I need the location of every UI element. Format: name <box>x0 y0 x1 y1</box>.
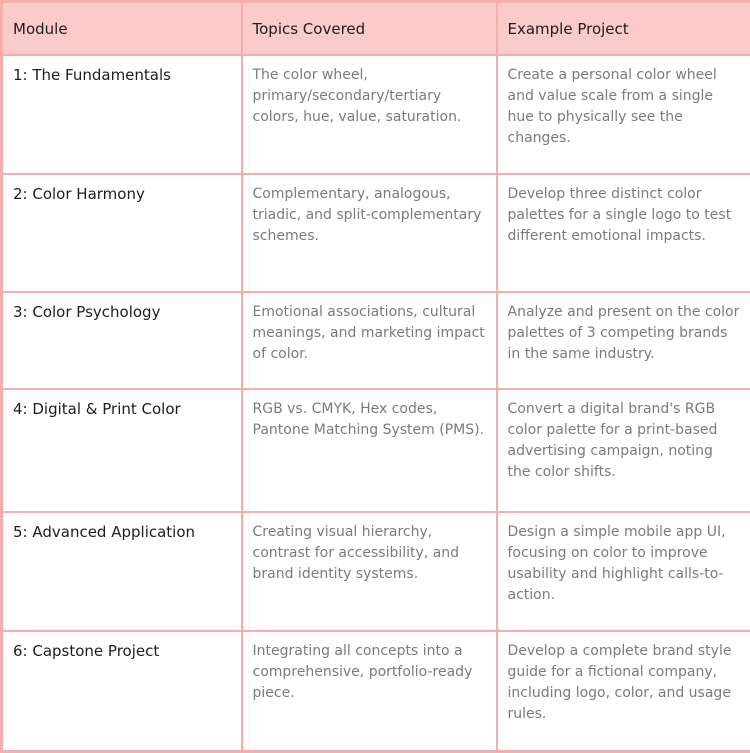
module-cell: 3: Color Psychology <box>2 292 242 389</box>
topics-cell: Emotional associations, cultural meanings, and marketing impact of color. <box>242 292 497 389</box>
header-topics-covered: Topics Covered <box>242 2 497 55</box>
topics-cell: RGB vs. CMYK, Hex codes, Pantone Matching System (PMS). <box>242 389 497 512</box>
topics-cell: Creating visual hierarchy, contrast for accessibility, and brand identity systems. <box>242 512 497 631</box>
table-row <box>2 512 750 631</box>
module-cell: 1: The Fundamentals <box>2 55 242 174</box>
table-row <box>2 292 750 389</box>
project-cell: Analyze and present on the color palettes of 3 competing brands in the same industry. <box>497 292 750 389</box>
table-row <box>2 631 750 752</box>
project-cell: Develop three distinct color palettes for a single logo to test different emotional impacts. <box>497 174 750 292</box>
table-body <box>2 55 750 752</box>
project-cell: Convert a digital brand's RGB color palette for a print-based advertising campaign, noting the color shifts. <box>497 389 750 512</box>
topics-cell: Complementary, analogous, triadic, and split-complementary schemes. <box>242 174 497 292</box>
project-cell: Develop a complete brand style guide for a fictional company, including logo, color, and usage rules. <box>497 631 750 752</box>
project-cell: Create a personal color wheel and value scale from a single hue to physically see the changes. <box>497 55 750 174</box>
header-row <box>2 2 750 55</box>
table-header <box>2 2 750 55</box>
module-cell: 2: Color Harmony <box>2 174 242 292</box>
table-row <box>2 389 750 512</box>
topics-cell: The color wheel, primary/secondary/tertiary colors, hue, value, saturation. <box>242 55 497 174</box>
module-cell: 5: Advanced Application <box>2 512 242 631</box>
header-example-project: Example Project <box>497 2 750 55</box>
table-row <box>2 174 750 292</box>
header-module: Module <box>2 2 242 55</box>
project-cell: Design a simple mobile app UI, focusing on color to improve usability and highlight calls-to-action. <box>497 512 750 631</box>
module-cell: 4: Digital & Print Color <box>2 389 242 512</box>
topics-cell: Integrating all concepts into a comprehensive, portfolio-ready piece. <box>242 631 497 752</box>
table-row <box>2 55 750 174</box>
module-cell: 6: Capstone Project <box>2 631 242 752</box>
